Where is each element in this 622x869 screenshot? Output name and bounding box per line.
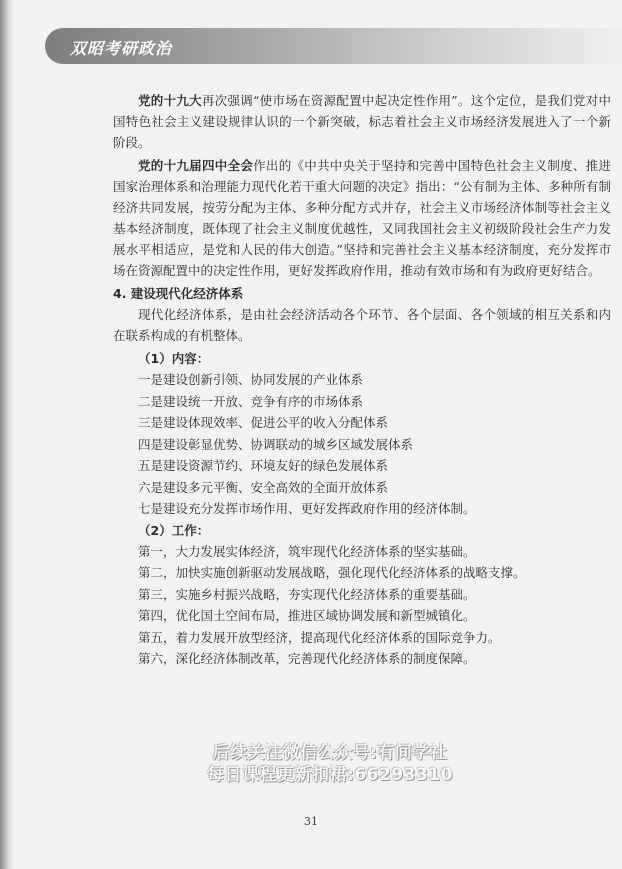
content-item: 六是建设多元平衡、安全高效的全面开放体系	[138, 479, 389, 495]
page-content	[113, 90, 611, 670]
work-item: 第一，大力发展实体经济，筑牢现代化经济体系的坚实基础。	[138, 543, 476, 559]
work-item: 第二，加快实施创新驱动发展战略，强化现代化经济体系的战略支撑。	[138, 565, 526, 580]
content-item: 三是建设体现效率、促进公平的收入分配体系	[138, 415, 389, 430]
content-item: 一是建设创新引领、协同发展的产业体系	[138, 372, 364, 387]
paragraph-1-text: 再次强调“使市场在资源配置中起决定性作用”。这个定位，是我们党对中国特色社会主义建设规律认识的一个新突破，标志着社会主义市场经济发展进入了一个新阶段。	[113, 93, 611, 150]
header-title: 双昭考研政治	[70, 39, 173, 58]
page-edge-shadow	[0, 0, 14, 869]
work-item: 第五，着力发展开放型经济，提高现代化经济体系的国际竞争力。	[138, 629, 501, 645]
paragraph-1	[113, 90, 611, 153]
content-heading: （1）内容：	[138, 351, 210, 366]
watermark-line-1: 后续关注微信公众号:有间学社	[212, 743, 448, 763]
watermark-line-2: 每日课程更新扣裙:66293310	[207, 765, 453, 785]
paragraph-2-text: 作出的《中共中央关于坚持和完善中国特色社会主义制度、推进国家治理体系和治理能力现代化若干重大问题的决定》指出：“公有制为主体、多种所有制经济共同发展，按劳分配为主体、多种分配方式并存，社会主义市场经济体制等社会主义基本经济制度，既体现了社会主义制度优越性，又同我国社会主义初级阶段社会生产力发展水平相适应，是党和人民的伟大创造。”坚持和完善社会主义基本经济制度，充分发挥市场在资源配置中的决定性作用，更好发挥政府作用，推动有效市场和有为政府更好结合。	[113, 158, 611, 278]
paragraph-2-lead: 党的十九届四中全会	[138, 158, 254, 173]
work-item: 第四，优化国土空间布局，推进区域协调发展和新型城镇化。	[138, 608, 476, 623]
work-item: 第三，实施乡村振兴战略，夯实现代化经济体系的重要基础。	[138, 586, 476, 602]
content-item: 四是建设彰显优势、协调联动的城乡区域发展体系	[138, 436, 414, 452]
section-heading: 4. 建设现代化经济体系	[113, 286, 244, 301]
paragraph-1-lead: 党的十九大	[138, 93, 202, 108]
section-intro: 现代化经济体系，是由社会经济活动各个环节、各个层面、各个领域的相互关系和内在联系构成的有机整体。	[113, 307, 611, 343]
content-item: 五是建设资源节约、环境友好的绿色发展体系	[138, 458, 389, 473]
page-number: 31	[304, 815, 318, 828]
content-item: 七是建设充分发挥市场作用、更好发挥政府作用的经济体制。	[138, 501, 476, 516]
paragraph-2	[113, 155, 611, 281]
content-item: 二是建设统一开放、竞争有序的市场体系	[138, 393, 364, 409]
work-heading: （2）工作：	[138, 522, 210, 538]
watermark	[200, 742, 460, 786]
work-item: 第六，深化经济体制改革，完善现代化经济体系的制度保障。	[138, 651, 476, 666]
